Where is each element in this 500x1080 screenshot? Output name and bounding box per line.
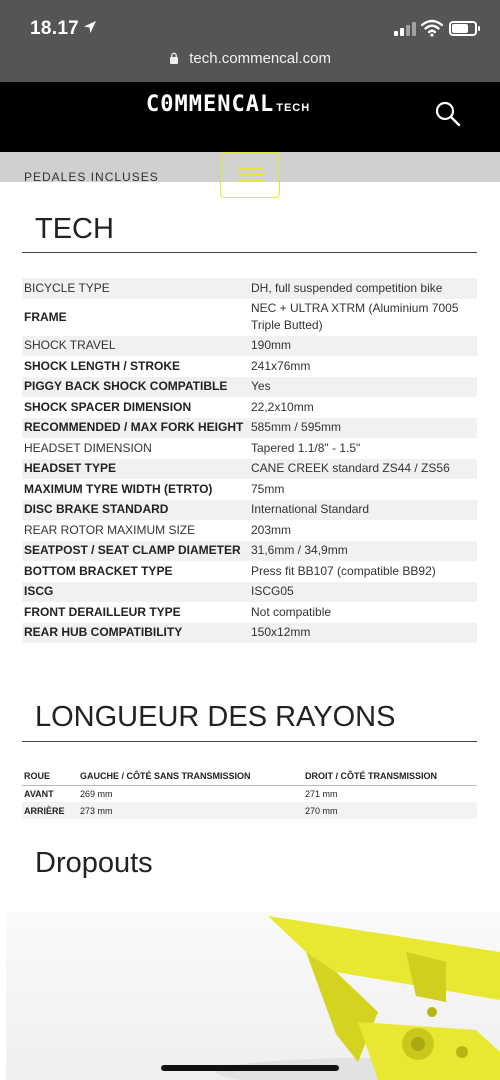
spec-value: Press fit BB107 (compatible BB92) [251, 563, 436, 578]
table-row [22, 520, 477, 541]
lock-icon [169, 52, 179, 64]
table-row [22, 418, 477, 439]
table-row [22, 479, 477, 500]
submenu-strip-text: PEDALES INCLUSES [24, 170, 159, 182]
spec-label: ISCG [22, 582, 249, 603]
search-icon[interactable] [434, 100, 462, 128]
table-row [22, 336, 477, 357]
spec-label: FRONT DERAILLEUR TYPE [24, 604, 181, 619]
spec-value: CANE CREEK standard ZS44 / ZS56 [249, 459, 477, 480]
table-row [22, 785, 477, 802]
spec-label: FRAME [24, 309, 67, 324]
dropout-product-image [6, 912, 500, 1080]
tech-section-title: TECH [35, 213, 114, 245]
browser-chrome [0, 0, 500, 82]
table-row [22, 602, 477, 623]
url-text: tech.commencal.com [189, 50, 331, 67]
table-row [22, 459, 477, 480]
spec-label: REAR HUB COMPATIBILITY [22, 623, 249, 644]
commencal-tech-logo[interactable] [146, 92, 310, 120]
tech-title-rule [22, 252, 477, 253]
spec-value: 585mm / 595mm [249, 418, 477, 439]
table-row [22, 278, 477, 299]
spokes-title-rule [22, 741, 477, 742]
left-spoke-length: 273 mm [78, 802, 303, 819]
spec-label: SHOCK LENGTH / STROKE [24, 358, 181, 373]
address-bar[interactable] [0, 50, 500, 76]
spec-label: SHOCK TRAVEL [22, 336, 249, 357]
table-row [22, 561, 477, 582]
spec-label: BICYCLE TYPE [22, 278, 249, 299]
spec-value: Not compatible [251, 604, 332, 619]
spec-value: International Standard [249, 500, 477, 521]
logo-main-text: C0MMENCAL [146, 92, 275, 117]
spec-value: 190mm [249, 336, 477, 357]
column-header: DROIT / CÔTÉ TRANSMISSION [303, 768, 477, 785]
table-row [22, 802, 477, 819]
spec-value: 22,2x10mm [251, 399, 314, 414]
spec-value: NEC + ULTRA XTRM (Aluminium 7005 Triple Butted) [251, 301, 459, 332]
battery-icon [449, 21, 477, 36]
home-indicator[interactable] [161, 1065, 339, 1071]
logo-sub-text: TECH [276, 102, 311, 114]
spec-label: SEATPOST / SEAT CLAMP DIAMETER [22, 541, 249, 562]
cellular-signal-icon [394, 22, 418, 36]
spec-label: SHOCK SPACER DIMENSION [24, 399, 192, 414]
dropouts-section-title: Dropouts [35, 847, 153, 879]
wifi-icon [421, 19, 443, 37]
spec-value: Tapered 1.1/8" - 1.5" [251, 440, 361, 455]
spec-label: PIGGY BACK SHOCK COMPATIBLE [22, 377, 249, 398]
wheel-label: ARRIÈRE [22, 802, 78, 819]
spec-value: 31,6mm / 34,9mm [249, 541, 477, 562]
right-spoke-length: 271 mm [305, 788, 338, 799]
spec-value: ISCG05 [249, 582, 477, 603]
column-header: GAUCHE / CÔTÉ SANS TRANSMISSION [78, 768, 303, 785]
spec-value: 241x76mm [251, 358, 311, 373]
spec-value: Yes [249, 377, 477, 398]
spokes-section-title: LONGUEUR DES RAYONS [35, 701, 396, 733]
dropout-illustration [6, 912, 500, 1080]
spec-label: HEADSET DIMENSION [24, 440, 152, 455]
spec-value: 75mm [251, 481, 285, 496]
status-time: 18.17 [30, 18, 80, 39]
table-row [22, 299, 477, 336]
table-row [22, 500, 477, 521]
wheel-label: AVANT [24, 788, 54, 799]
site-header [0, 82, 500, 152]
spec-value: 150x12mm [249, 623, 477, 644]
table-row [22, 438, 477, 459]
hamburger-menu-button[interactable] [220, 152, 280, 198]
spec-value: DH, full suspended competition bike [249, 278, 477, 299]
table-row [22, 397, 477, 418]
spec-label: BOTTOM BRACKET TYPE [24, 563, 173, 578]
table-row [22, 541, 477, 562]
spoke-length-table [22, 768, 477, 819]
status-bar [0, 0, 500, 46]
table-header-row [22, 768, 477, 785]
spec-label: HEADSET TYPE [22, 459, 249, 480]
right-spoke-length: 270 mm [303, 802, 477, 819]
column-header: ROUE [22, 768, 78, 785]
left-spoke-length: 269 mm [80, 788, 113, 799]
location-arrow-icon [83, 20, 97, 34]
spec-label: RECOMMENDED / MAX FORK HEIGHT [22, 418, 249, 439]
tech-spec-table [22, 278, 477, 643]
table-row [22, 377, 477, 398]
spec-value: 203mm [251, 522, 292, 537]
table-row [22, 582, 477, 603]
spec-label: DISC BRAKE STANDARD [22, 500, 249, 521]
spec-label: MAXIMUM TYRE WIDTH (ETRTO) [24, 481, 213, 496]
table-row [22, 623, 477, 644]
spec-label: REAR ROTOR MAXIMUM SIZE [24, 522, 196, 537]
table-row [22, 356, 477, 377]
